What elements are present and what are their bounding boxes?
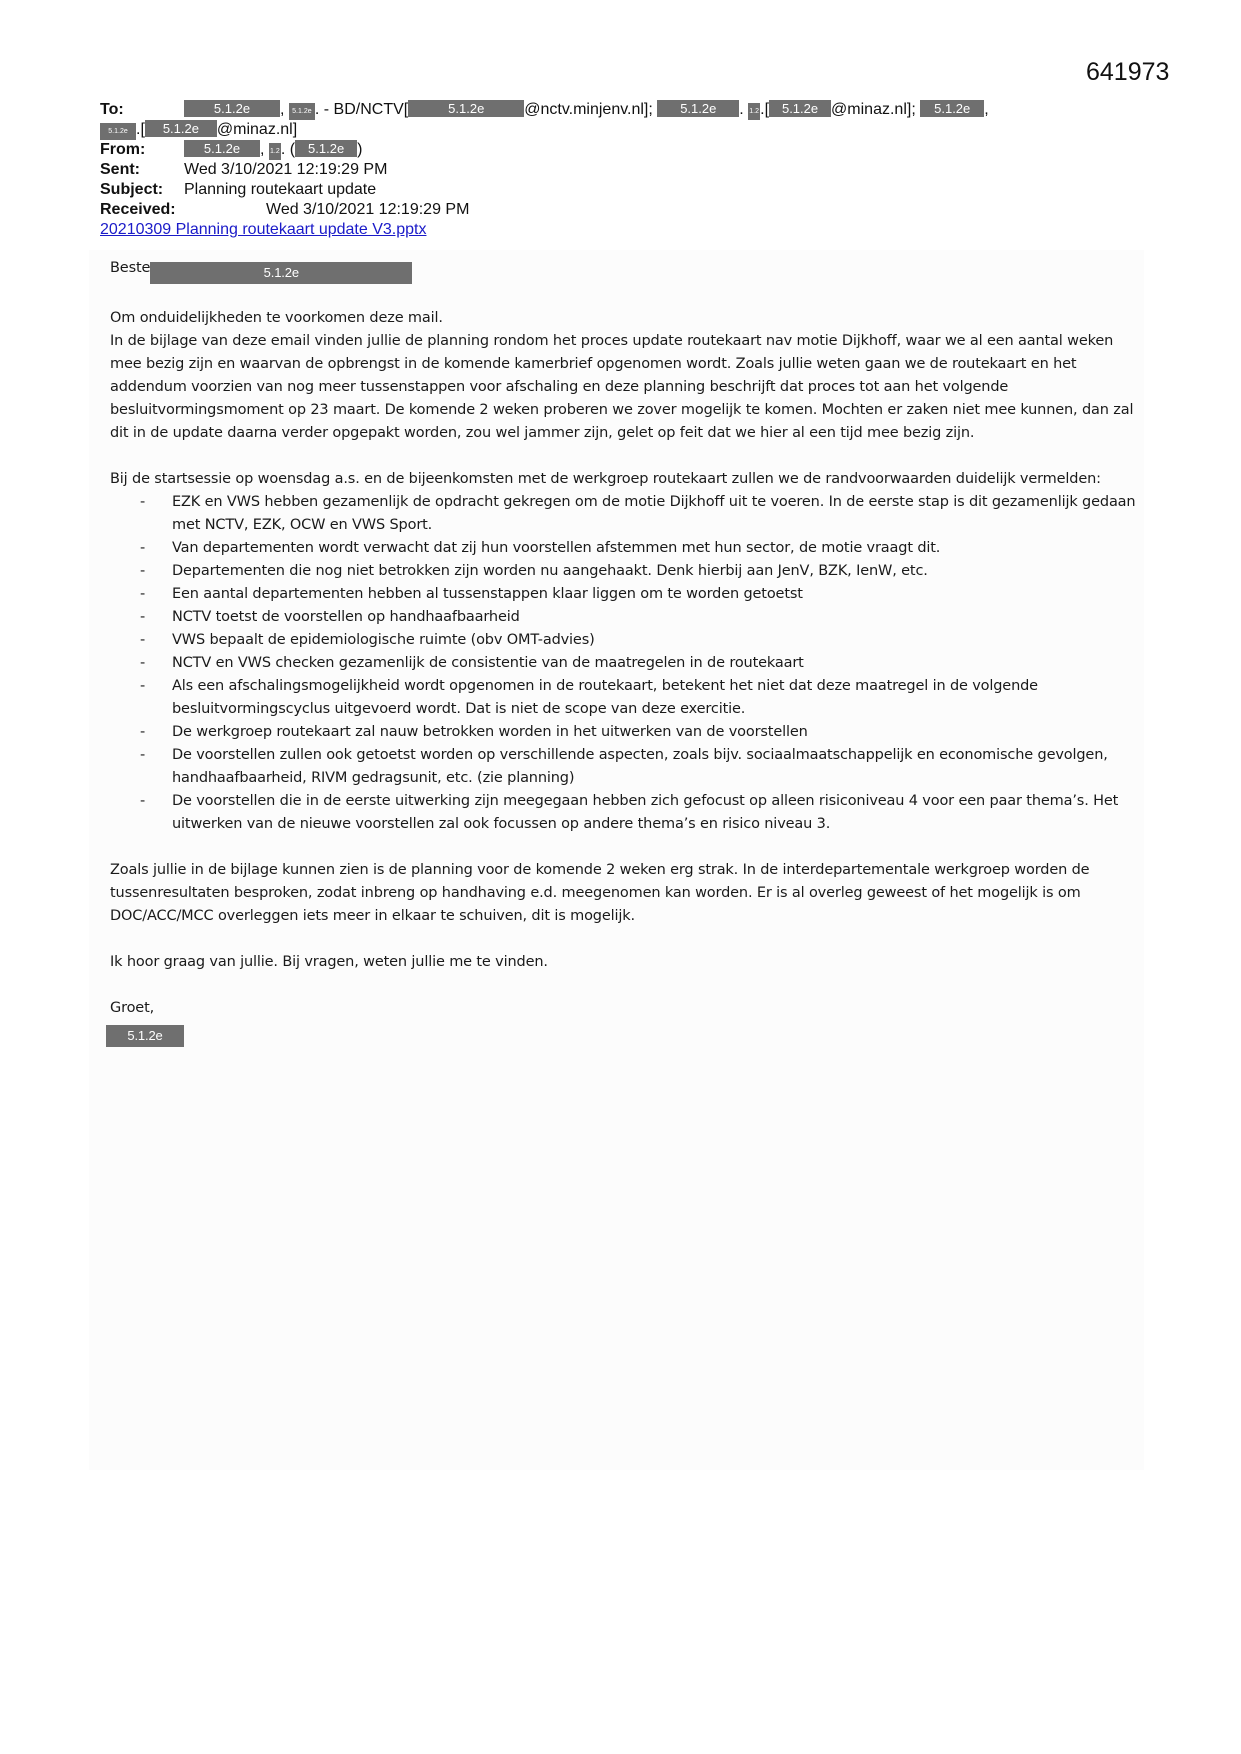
redaction-box: 5.1.2e <box>106 1025 184 1047</box>
greeting: Beste <box>110 260 151 276</box>
to-text: @minaz.nl]; <box>831 101 921 118</box>
subject-label: Subject: <box>100 181 164 198</box>
list-item-text: EZK en VWS hebben gezamenlijk de opdracht gekregen om de motie Dijkhoff uit te voeren. In de eerste stap is dit gezamenlijk gedaan met NCTV, EZK, OCW en VWS Sport. <box>172 494 1136 533</box>
redaction-box: 5.1.2e <box>184 100 280 117</box>
message-body <box>110 257 1145 1047</box>
conditions-list <box>110 491 1145 836</box>
bullet-dash: - <box>140 609 146 625</box>
list-item <box>110 790 1145 836</box>
bullet-dash: - <box>140 632 146 648</box>
to-text: . - BD/NCTV[ <box>314 101 409 118</box>
redaction-box: 1.2 <box>269 143 281 160</box>
bullet-dash: - <box>140 724 146 740</box>
to-text: @nctv.minjenv.nl]; <box>524 101 658 118</box>
to-text: .[ <box>136 121 145 138</box>
list-item-text: VWS bepaalt de epidemiologische ruimte (obv OMT-advies) <box>172 632 595 648</box>
to-label: To: <box>100 101 124 118</box>
bullet-dash: - <box>140 655 146 671</box>
redaction-box: 5.1.2e <box>769 100 831 117</box>
bullet-dash: - <box>140 747 146 763</box>
signature-line <box>106 1020 1145 1047</box>
to-line-cont <box>100 120 1140 140</box>
document-number: 641973 <box>1086 58 1170 86</box>
list-item-text: Een aantal departementen hebben al tussenstappen klaar liggen om te worden getoetst <box>172 586 803 602</box>
redaction-box: 5.1.2e <box>408 100 524 117</box>
redaction-box: 5.1.2e <box>920 100 984 117</box>
redaction-box: 5.1.2e <box>289 103 315 120</box>
bullet-dash: - <box>140 494 146 510</box>
list-item-text: De werkgroep routekaart zal nauw betrokken worden in het uitwerken van de voorstellen <box>172 724 808 740</box>
redaction-box: 5.1.2e <box>150 262 412 284</box>
subject-line <box>100 180 1140 200</box>
redaction-box: 5.1.2e <box>145 120 217 137</box>
list-item <box>110 675 1145 721</box>
bullet-dash: - <box>140 540 146 556</box>
from-label: From: <box>100 141 146 158</box>
email-header <box>100 100 1140 240</box>
bullet-dash: - <box>140 586 146 602</box>
bullet-dash: - <box>140 563 146 579</box>
list-item-text: NCTV toetst de voorstellen op handhaafbaarheid <box>172 609 520 625</box>
list-item-text: NCTV en VWS checken gezamenlijk de consistentie van de maatregelen in de routekaart <box>172 655 804 671</box>
subject-value: Planning routekaart update <box>184 181 377 198</box>
list-item <box>110 652 1145 675</box>
paragraph: Bij de startsessie op woensdag a.s. en de bijeenkomsten met de werkgroep routekaart zullen we de randvoorwaarden duidelijk vermelden: <box>110 471 1101 487</box>
list-item <box>110 629 1145 652</box>
list-item-text: Als een afschalingsmogelijkheid wordt opgenomen in de routekaart, betekent het niet dat deze maatregel in de volgende besluitvormingscyclus uitgevoerd wordt. Dat is niet de scope van deze exercitie. <box>172 678 1038 717</box>
to-text: , <box>280 101 289 118</box>
paragraph: Zoals jullie in de bijlage kunnen zien is de planning voor de komende 2 weken erg strak. In de interdepartementale werkgroep worden de tussenresultaten besproken, zodat inbreng op handhaving e.d. meegenomen kan worden. Er is al overleg geweest of het mogelijk is om DOC/ACC/MCC overleggen iets meer in elkaar te schuiven, dit is mogelijk. <box>110 862 1090 924</box>
list-item <box>110 721 1145 744</box>
sent-label: Sent: <box>100 161 140 178</box>
to-text: .[ <box>760 101 770 118</box>
list-item-text: Van departementen wordt verwacht dat zij hun voorstellen afstemmen met hun sector, de motie vraagt dit. <box>172 540 941 556</box>
from-text: , <box>260 141 269 158</box>
redaction-box: 5.1.2e <box>295 140 357 157</box>
to-line <box>100 100 1140 120</box>
list-item <box>110 560 1145 583</box>
received-value: Wed 3/10/2021 12:19:29 PM <box>266 201 470 218</box>
redaction-box: 5.1.2e <box>184 140 260 157</box>
from-text: ) <box>357 141 363 158</box>
list-item-text: Departementen die nog niet betrokken zijn worden nu aangehaakt. Denk hierbij aan JenV, BZK, IenW, etc. <box>172 563 928 579</box>
from-text: . ( <box>280 141 296 158</box>
sent-line <box>100 160 1140 180</box>
redaction-box: 1.2 <box>748 103 760 120</box>
sent-value: Wed 3/10/2021 12:19:29 PM <box>184 161 388 178</box>
paragraph: Om onduidelijkheden te voorkomen deze mail. <box>110 310 443 326</box>
from-line <box>100 140 1140 160</box>
paragraph: Ik hoor graag van jullie. Bij vragen, weten jullie me te vinden. <box>110 954 548 970</box>
redaction-box: 5.1.2e <box>100 123 136 140</box>
received-label: Received: <box>100 201 176 218</box>
attachment-line <box>100 220 1140 240</box>
greeting-line <box>110 257 1145 284</box>
list-item <box>110 537 1145 560</box>
list-item <box>110 491 1145 537</box>
list-item <box>110 606 1145 629</box>
list-item-text: De voorstellen zullen ook getoetst worden op verschillende aspecten, zoals bijv. sociaalmaatschappelijk en economische gevolgen, handhaafbaarheid, RIVM gedragsunit, etc. (zie planning) <box>172 747 1108 786</box>
bullet-dash: - <box>140 793 146 809</box>
received-line <box>100 200 1140 220</box>
paragraph: In de bijlage van deze email vinden jullie de planning rondom het proces update routekaart nav motie Dijkhoff, waar we al een aantal weken mee bezig zijn en waarvan de opbrengst in de komende kamerbrief opgenomen wordt. Zoals jullie weten gaan we de routekaart en het addendum voorzien van nog meer tussenstappen voor afschaling en deze planning beschrijft dat proces tot aan het volgende besluitvormingsmoment op 23 maart. De komende 2 weken proberen we zover mogelijk te komen. Mochten er zaken niet mee kunnen, dan zal dit in de update daarna verder opgepakt worden, zou wel jammer zijn, gelet op feit dat we hier al een tijd mee bezig zijn. <box>110 333 1134 441</box>
to-text: , <box>984 101 989 118</box>
list-item-text: De voorstellen die in de eerste uitwerking zijn meegegaan hebben zich gefocust op alleen risiconiveau 4 voor een paar thema’s. Het uitwerken van de nieuwe voorstellen zal ook focussen op andere thema’s en risico niveau 3. <box>172 793 1119 832</box>
to-text: @minaz.nl] <box>216 121 298 138</box>
redaction-box: 5.1.2e <box>657 100 739 117</box>
bullet-dash: - <box>140 678 146 694</box>
attachment-link[interactable]: 20210309 Planning routekaart update V3.pptx <box>100 221 427 238</box>
list-item <box>110 744 1145 790</box>
closing: Groet, <box>110 1000 155 1016</box>
to-text: . <box>739 101 749 118</box>
list-item <box>110 583 1145 606</box>
